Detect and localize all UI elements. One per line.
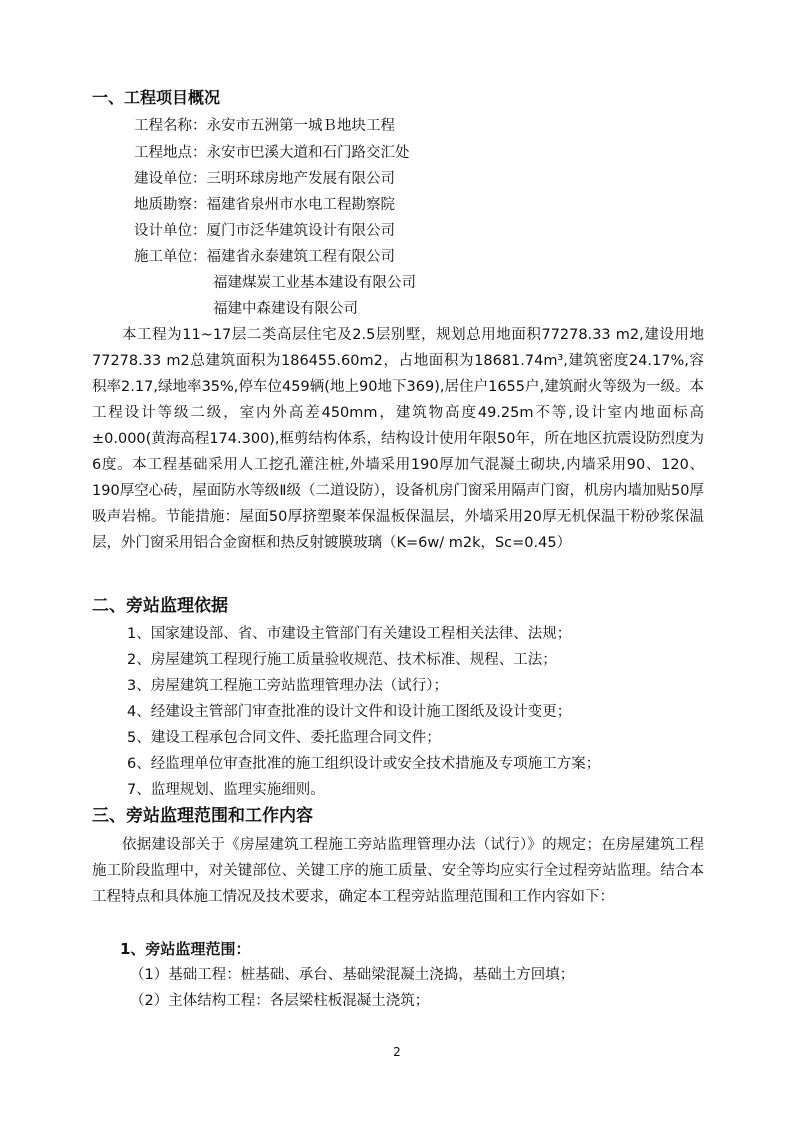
project-description: 本工程为11~17层二类高层住宅及2.5层别墅，规划总用地面积77278.33 m2,建设用地77278.33 m2总建筑面积为186455.60m2，占地面积为18681.74m³,建筑密度24.17%,容积率2.17,绿地率35%,停车位459辆(地上90地下369),居住户1655户,建筑耐火等级为一级。本工程设计等级二级，室内外高差450mm，建筑物高度49.25m不等,设计室内地面标高±0.000(黄海高程174.300),框剪结构体系，结构设计使用年限50年，所在地区抗震设防烈度为6度。本工程基础采用人工挖孔灌注桩,外墙采用190厚加气混凝土砌块,内墙采用90、120、190厚空心砖，屋面防水等级Ⅱ级（二道设防），设备机房门窗采用隔声门窗，机房内墙加贴50厚吸声岩棉。节能措施：屋面50厚挤塑聚苯保温板保温层，外墙采用20厚无机保温干粉砂浆保温层，外门窗采用铝合金窗框和热反射镀膜玻璃（K=6w/ m2k，Sc=0.45） — [92, 327, 704, 551]
construction-unit-3: 福建中森建设有限公司 — [213, 301, 358, 317]
geological-survey: 地质勘察：福建省泉州市水电工程勘察院 — [134, 197, 395, 213]
basis-item-7: 7、监理规划、监理实施细则。 — [127, 782, 325, 798]
section-2-title: 二、旁站监理依据 — [92, 596, 228, 616]
developer: 建设单位：三明环球房地产发展有限公司 — [134, 171, 395, 187]
basis-item-4: 4、经建设主管部门审查批准的设计文件和设计施工图纸及设计变更； — [127, 704, 572, 720]
scope-item-1: （1）基础工程：桩基础、承台、基础梁混凝土浇捣，基础土方回填； — [130, 967, 575, 983]
basis-item-1: 1、国家建设部、省、市建设主管部门有关建设工程相关法律、法规； — [127, 626, 572, 642]
project-name: 工程名称：永安市五洲第一城Ｂ地块工程 — [134, 118, 395, 134]
construction-unit-2: 福建煤炭工业基本建设有限公司 — [213, 275, 416, 291]
section-1-title: 一、工程项目概况 — [92, 88, 221, 107]
project-location: 工程地点：永安市巴溪大道和石门路交汇处 — [134, 145, 410, 161]
design-unit: 设计单位：厦门市泛华建筑设计有限公司 — [134, 223, 395, 239]
scope-item-2: （2）主体结构工程：各层梁柱板混凝土浇筑； — [130, 993, 430, 1009]
construction-unit: 施工单位：福建省永泰建筑工程有限公司 — [134, 249, 395, 265]
basis-item-5: 5、建设工程承包合同文件、委托监理合同文件； — [127, 730, 441, 746]
page-number: 2 — [393, 1045, 401, 1059]
basis-item-2: 2、房屋建筑工程现行施工质量验收规范、技术标准、规程、工法； — [127, 652, 557, 668]
section-3-title: 三、旁站监理范围和工作内容 — [92, 806, 313, 826]
section-3-intro: 依据建设部关于《房屋建筑工程施工旁站监理管理办法（试行）》的规定；在房屋建筑工程施工阶段监理中，对关键部位、关键工序的施工质量、安全等均应实行全过程旁站监理。结合本工程特点和具体施工情况及技术要求，确定本工程旁站监理范围和工作内容如下： — [92, 837, 704, 905]
basis-item-3: 3、房屋建筑工程施工旁站监理管理办法（试行）； — [127, 678, 448, 694]
sub-title-scope: 1、旁站监理范围： — [120, 940, 251, 958]
basis-item-6: 6、经监理单位审查批准的施工组织设计或安全技术措施及专项施工方案； — [127, 756, 601, 772]
